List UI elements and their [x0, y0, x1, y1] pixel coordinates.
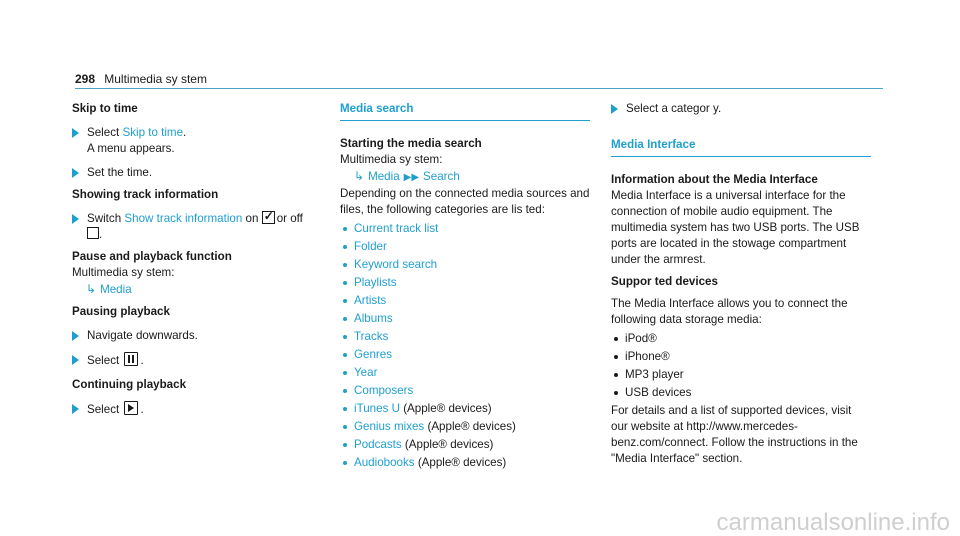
category-link[interactable]: Audiobooks [354, 456, 415, 469]
skip-to-time-heading: Skip to time [72, 102, 138, 115]
step-text: Set the time. [87, 166, 153, 179]
header-title: Multimedia sy stem [104, 72, 207, 86]
categories-intro: Depending on the connected media sources and files, the following categories are lis ted: [340, 187, 590, 216]
step-select-pause [72, 352, 322, 369]
search-link[interactable]: Search [423, 170, 460, 183]
step-arrow-icon [72, 404, 79, 414]
continuing-playback-heading: Continuing playback [72, 378, 187, 391]
category-suffix: (Apple® devices) [424, 420, 516, 433]
column-right [611, 101, 871, 467]
checkbox-checked-icon [262, 211, 275, 224]
details-paragraph: For details and a list of supported devices, visit our website at http://www.mercedes-benz.com/connect. Follow the instructions in the "Media Interface" section. [611, 404, 858, 465]
period: . [183, 126, 187, 139]
category-suffix: (Apple® devices) [414, 456, 507, 469]
step-set-time [72, 165, 322, 181]
category-item [340, 365, 590, 381]
period: . [99, 228, 103, 241]
media-link[interactable]: Media [100, 283, 132, 296]
device-item: iPhone® [611, 349, 871, 365]
step-select-skip [72, 125, 322, 157]
category-item [340, 257, 590, 273]
information-paragraph: Media Interface is a universal interface for the connection of mobile audio equipment. The multimedia system has two USB ports. The USB ports are located in the stowage compartment under the armrest. [611, 189, 860, 266]
media-link[interactable]: Media [368, 170, 400, 183]
step-select-play [72, 401, 322, 418]
category-link[interactable]: Artists [354, 294, 387, 307]
step-arrow-icon [72, 128, 79, 138]
menu-appears-text: A menu appears. [87, 142, 175, 155]
step-switch-track-info [72, 211, 322, 243]
watermark-text: carmanualsonline.info [716, 509, 950, 536]
category-item [340, 221, 590, 237]
category-item [340, 347, 590, 363]
category-link[interactable]: Keyword search [354, 258, 438, 271]
category-suffix: (Apple® devices) [401, 438, 494, 451]
step-text: Select [87, 354, 120, 367]
path-arrow-icon: ↳ [86, 282, 97, 296]
step-select-category [611, 101, 871, 117]
media-interface-section-title: Media Interface [611, 137, 871, 157]
category-link[interactable]: Folder [354, 240, 387, 253]
category-item [340, 275, 590, 291]
category-link[interactable]: Year [354, 366, 378, 379]
step-arrow-icon [72, 168, 79, 178]
category-link[interactable]: Genius mixes [354, 420, 425, 433]
step-text: Select [87, 403, 120, 416]
period: . [140, 403, 144, 416]
category-link[interactable]: Tracks [354, 330, 389, 343]
device-item: MP3 player [611, 367, 871, 383]
page-header [75, 71, 207, 88]
category-link[interactable]: iTunes U [354, 402, 400, 415]
path-arrow-icon: ↳ [354, 169, 365, 183]
device-item: iPod® [611, 331, 871, 347]
showing-track-info-heading: Showing track information [72, 188, 219, 201]
checkbox-unchecked-icon [87, 227, 99, 239]
category-item [340, 419, 590, 435]
pause-icon [124, 352, 138, 366]
step-text: Select a categor y. [626, 102, 722, 115]
device-list [611, 331, 871, 401]
media-search-path [340, 168, 590, 186]
pause-playback-heading: Pause and playback function [72, 250, 232, 263]
category-suffix: (Apple® devices) [399, 402, 492, 415]
show-track-information-link[interactable]: Show track information [124, 212, 243, 225]
category-list [340, 221, 590, 471]
multimedia-system-label: Multimedia sy stem: [340, 153, 443, 166]
on-text: on [245, 212, 259, 225]
category-item [340, 383, 590, 399]
pausing-playback-heading: Pausing playback [72, 305, 170, 318]
category-link[interactable]: Podcasts [354, 438, 402, 451]
category-item [340, 293, 590, 309]
page-number: 298 [75, 72, 96, 86]
category-item [340, 437, 590, 453]
skip-to-time-link[interactable]: Skip to time [122, 126, 184, 139]
step-arrow-icon [611, 104, 618, 114]
step-navigate-down [72, 328, 322, 344]
supported-intro: The Media Interface allows you to connect the following data storage media: [611, 297, 848, 326]
category-item [340, 329, 590, 345]
supported-devices-heading: Suppor ted devices [611, 275, 718, 288]
play-icon [124, 401, 138, 415]
category-item [340, 239, 590, 255]
step-arrow-icon [72, 355, 79, 365]
or-off-text: or off [276, 212, 303, 225]
step-arrow-icon [72, 214, 79, 224]
category-item [340, 401, 590, 417]
multimedia-system-label: Multimedia sy stem: [72, 266, 175, 279]
step-text: Select [87, 126, 120, 139]
media-search-section-title: Media search [340, 101, 590, 121]
double-arrow-icon: ▶▶ [403, 172, 420, 183]
category-link[interactable]: Playlists [354, 276, 397, 289]
header-divider [75, 88, 883, 89]
category-link[interactable]: Genres [354, 348, 393, 361]
category-item [340, 311, 590, 327]
category-link[interactable]: Albums [354, 312, 393, 325]
information-heading: Information about the Media Interface [611, 173, 818, 186]
step-arrow-icon [72, 331, 79, 341]
category-link[interactable]: Current track list [354, 222, 439, 235]
media-path [72, 281, 322, 298]
step-text: Switch [87, 212, 122, 225]
column-left [72, 101, 322, 418]
device-item: USB devices [611, 385, 871, 401]
category-item [340, 455, 590, 471]
column-middle [340, 101, 590, 473]
period: . [140, 354, 144, 367]
category-link[interactable]: Composers [354, 384, 414, 397]
step-text: Navigate downwards. [87, 329, 198, 342]
starting-media-search-heading: Starting the media search [340, 137, 482, 150]
